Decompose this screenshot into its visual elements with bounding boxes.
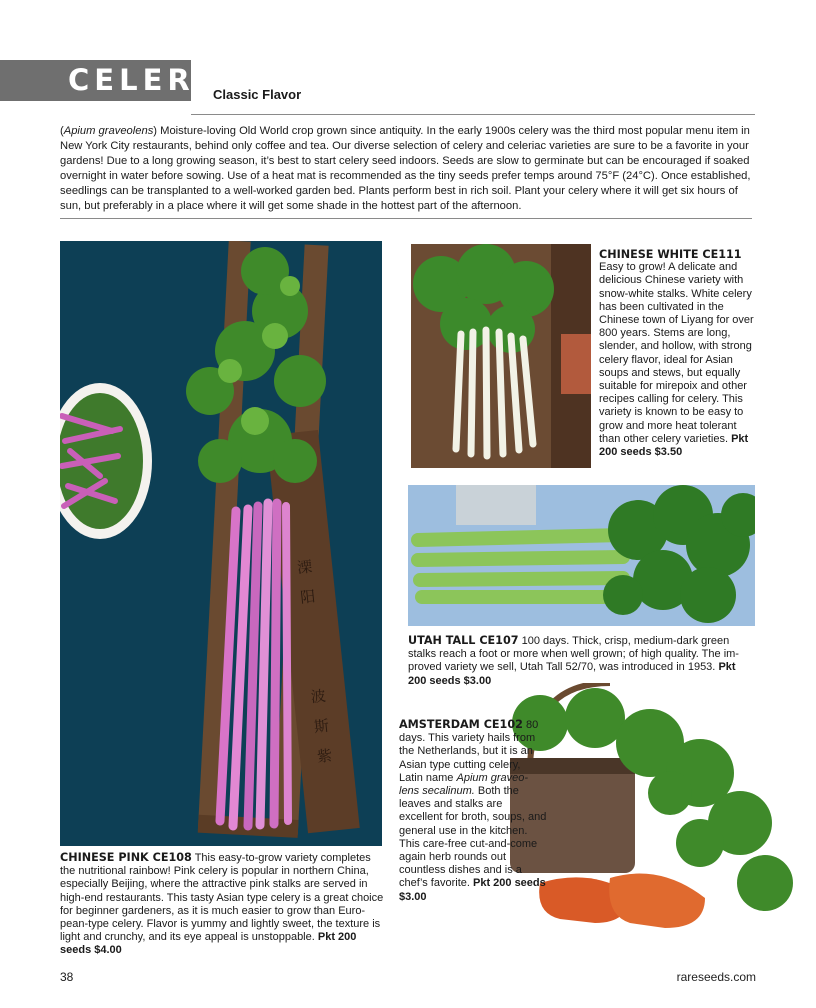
utah-tall-text: 100 days. Thick, crisp, medium-dark green stalks reach a foot or more when well grown; of high quality. The im-proved variety we sell, Utah Tall 52/70, was introduced in 1953. xyxy=(408,635,739,674)
chinese-white-illustration xyxy=(411,244,591,468)
section-subtitle: Classic Flavor xyxy=(213,87,302,102)
chinese-pink-illustration xyxy=(60,241,382,846)
svg-text:波: 波 xyxy=(309,686,327,707)
utah-tall-price: Pkt 200 seeds $3.00 xyxy=(408,661,736,687)
chinese-pink-photo xyxy=(60,241,382,846)
svg-text:溧: 溧 xyxy=(296,557,314,577)
svg-text:阳: 阳 xyxy=(299,587,317,607)
svg-text:斯: 斯 xyxy=(313,716,330,737)
chinese-white-description xyxy=(599,248,759,459)
utah-tall-name: UTAH TALL CE107 xyxy=(408,634,519,647)
chinese-pink-description xyxy=(60,851,386,958)
chinese-white-text: Easy to grow! A delicate and delicious Chinese variety with snow-white stalks. White celery has been cultivated in the Chinese town of Liyang for over 800 years. Stems are long, slender, and hollow, with strong celery flavor, ideal for Asian soups and stews, but equally suitable for mirepoix and other recipes calling for celery. This variety is known to be easy to grow and more heat tolerant than other celery varieties. xyxy=(599,261,754,445)
chinese-pink-name: CHINESE PINK CE108 xyxy=(60,851,192,864)
website-url[interactable]: rareseeds.com xyxy=(676,970,756,984)
utah-tall-illustration xyxy=(408,485,755,626)
category-banner: CELERY xyxy=(0,60,191,101)
utah-tall-photo xyxy=(408,485,755,626)
amsterdam-text-after: Both the leaves and stalks are excellent for broth, soups, and general use in the kitchen. This care-free cut-and-come again herb rounds out countless dishes and is a chef’s favorite. xyxy=(399,785,547,890)
chinese-white-price: Pkt 200 seeds $3.50 xyxy=(599,432,749,459)
chinese-white-photo xyxy=(411,244,591,468)
amsterdam-name: AMSTERDAM CE102 xyxy=(399,718,523,731)
amsterdam-description xyxy=(399,718,547,904)
chinese-white-name: CHINESE WHITE CE111 xyxy=(599,248,742,261)
amsterdam-price: Pkt 200 seeds $3.00 xyxy=(399,877,546,903)
svg-text:紫: 紫 xyxy=(316,746,333,766)
amsterdam-text-before: 80 days. This variety hails from the Netherlands, but it is an Asian type cutting celery, Latin name xyxy=(399,719,539,784)
chinese-pink-text: This easy-to-grow variety completes the nutritional rainbow! Pink celery is popular in northern China, especially Beijing, where the attractive pink stalks are served in high-end restaurants. This tasty Asian type celery is a great choice for beginner gardeners, as it is much easier to grow than Euro-pean-type celery. Flavor is yummy and lightly sweet, the texture is light and crunchy, and its eye appeal is unstoppable. xyxy=(60,852,384,944)
utah-tall-description xyxy=(408,634,756,688)
header-rule xyxy=(191,114,755,115)
intro-paragraph: (Apium graveolens) Moisture-loving Old World crop grown since antiquity. In the early 1900s celery was the third most popular menu item in New York City restaurants, behind only coffee and tea. Our diverse selection of celery and celeriac varieties are sure to be a favorite in your gardens! Due to a long growing season, it’s best to start celery seed indoors. Seeds are slow to germinate but can be encouraged if soaked overnight in water before sowing. Use of a heat mat is recommended as the tiny seeds prefer temps around 75°F (24°C). Once established, seedlings can be transplanted to a well-worked garden bed. Plants perform best in rich soil. Plant your celery where it will get six hours of sun, but preferably in a place where it will get some shade in the hottest part of the afternoon. xyxy=(60,125,751,212)
amsterdam-latin-name: Apium graveo-lens secalinum. xyxy=(399,771,529,798)
chinese-pink-price: Pkt 200 seeds $4.00 xyxy=(60,931,357,957)
intro-text: Moisture-loving Old World crop grown since antiquity. In the early 1900s celery was the third most popular menu item in New York City restaurants, behind only coffee and tea. Our diverse selection of celery and celeriac varieties are sure to be a favorite in your gardens! Due to a long growing season, it’s best to start celery seed indoors. Seeds are slow to germinate but can be encouraged if soaked overnight in water before sowing. Use of a heat mat is recommended as the tiny seeds prefer temps around 75°F (24°C). Once established, seedlings can be transplanted to a well-worked garden bed. Plants perform best in rich soil. Plant your celery where it will get six hours of sun, but preferably in a place where it will get some shade in the hottest part of the afternoon. xyxy=(60,125,751,212)
intro-scientific-name: Apium graveolens xyxy=(63,125,154,137)
page-number: 38 xyxy=(60,970,74,984)
intro-rule xyxy=(60,218,752,219)
